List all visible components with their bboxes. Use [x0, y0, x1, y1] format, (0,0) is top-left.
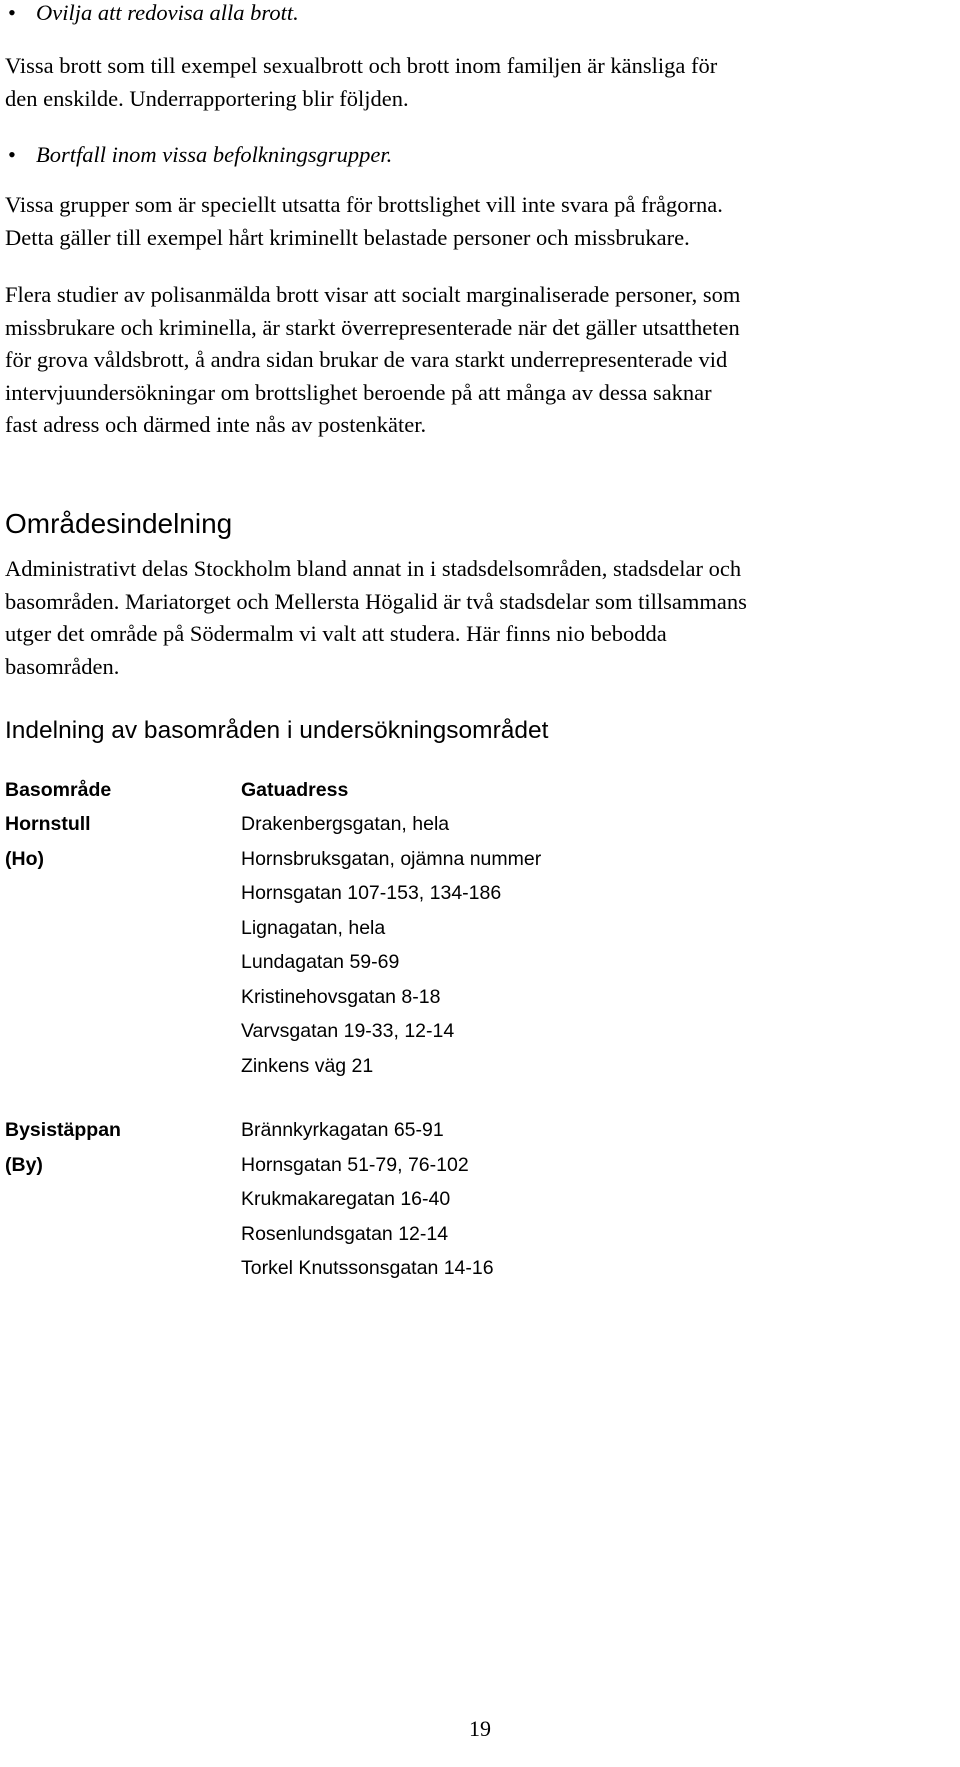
- paragraph-line: basområden.: [5, 653, 120, 679]
- table-header-basomrade: Basområde: [5, 779, 112, 801]
- street-item: Hornsgatan 51-79, 76-102: [241, 1153, 469, 1176]
- street-item: Zinkens väg 21: [241, 1054, 374, 1077]
- bullet-dot: •: [8, 0, 16, 25]
- paragraph-line: Vissa grupper som är speciellt utsatta för brottslighet vill inte svara på frågorna.: [5, 192, 723, 217]
- street-list-hornstull: [241, 807, 541, 1083]
- street-item: Rosenlundsgatan 12-14: [241, 1222, 449, 1245]
- paragraph-line: Vissa brott som till exempel sexualbrott och brott inom familjen är känsliga för: [5, 53, 718, 78]
- paragraph-sensitive-crimes: [5, 50, 955, 115]
- street-item: Drakenbergsgatan, hela: [241, 813, 450, 835]
- street-item: Lignagatan, hela: [241, 916, 386, 939]
- paragraph-police-studies: [5, 279, 955, 442]
- table-header-gatuadress: [241, 773, 348, 808]
- street-item: Hornsbruksgatan, ojämna nummer: [241, 847, 542, 870]
- bullet-item: [8, 139, 392, 172]
- bullet-dot: •: [8, 142, 16, 167]
- paragraph-area-division: [5, 553, 955, 683]
- section-heading: Områdesindelning: [5, 508, 233, 539]
- table-header-label: Gatuadress: [241, 779, 349, 801]
- paragraph-line: missbrukare och kriminella, är starkt överrepresenterade när det gäller utsattheten: [5, 314, 740, 340]
- paragraph-line: Administrativt delas Stockholm bland annat in i stadsdelsområden, stadsdelar och: [5, 556, 742, 581]
- street-item: Varvsgatan 19-33, 12-14: [241, 1020, 455, 1042]
- street-item: Brännkyrkagatan 65-91: [241, 1119, 444, 1141]
- page-number: 19: [469, 1716, 491, 1741]
- area-code-line: (Ho): [5, 847, 44, 870]
- area-code-line: (By): [5, 1153, 43, 1176]
- paragraph-line: Detta gäller till exempel hårt kriminellt belastade personer och missbrukare.: [5, 224, 690, 250]
- paragraph-line: utger det område på Södermalm vi valt att studera. Här finns nio bebodda: [5, 621, 667, 646]
- bullet-item: [8, 0, 299, 30]
- paragraph-nonresponse: [5, 189, 955, 254]
- street-item: Krukmakaregatan 16-40: [241, 1188, 451, 1210]
- paragraph-line: den enskilde. Underrapportering blir följden.: [5, 85, 409, 111]
- paragraph-line: för grova våldsbrott, å andra sidan brukar de vara starkt underrepresenterade vid: [5, 347, 728, 372]
- bullet-text: Ovilja att redovisa alla brott.: [36, 0, 299, 25]
- street-item: Lundagatan 59-69: [241, 951, 400, 973]
- paragraph-line: intervjuundersökningar om brottslighet beroende på att många av dessa saknar: [5, 379, 712, 405]
- street-item: Hornsgatan 107-153, 134-186: [241, 882, 502, 904]
- paragraph-line: Flera studier av polisanmälda brott visar att socialt marginaliserade personer, som: [5, 282, 741, 307]
- area-name-bysistappan: [5, 1113, 121, 1182]
- subsection-heading: Indelning av basområden i undersökningsområdet: [5, 717, 549, 744]
- paragraph-line: fast adress och därmed inte nås av postenkäter.: [5, 412, 427, 437]
- area-name-line: Bysistäppan: [5, 1119, 121, 1141]
- street-item: Torkel Knutssonsgatan 14-16: [241, 1257, 494, 1279]
- area-name-line: Hornstull: [5, 813, 91, 835]
- paragraph-line: basområden. Mariatorget och Mellersta Högalid är två stadsdelar som tillsammans: [5, 588, 747, 614]
- area-name-hornstull: [5, 807, 91, 876]
- street-list-bysistappan: [241, 1113, 494, 1286]
- bullet-text: Bortfall inom vissa befolkningsgrupper.: [36, 142, 393, 167]
- street-item: Kristinehovsgatan 8-18: [241, 985, 441, 1008]
